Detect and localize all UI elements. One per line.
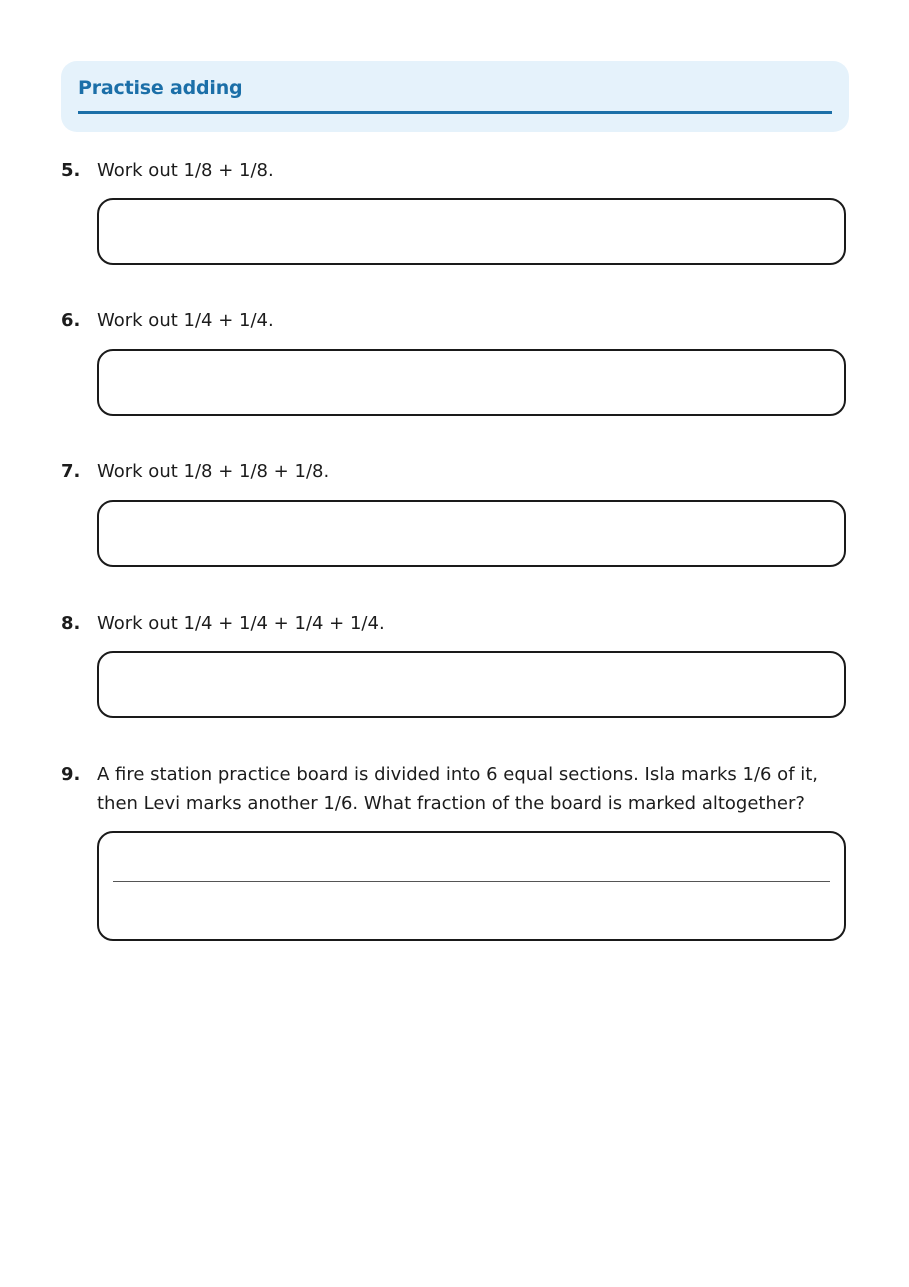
answer-box-5[interactable] bbox=[97, 198, 846, 265]
answer-box-8[interactable] bbox=[97, 651, 846, 718]
section-title: Practise adding bbox=[78, 77, 243, 99]
question-number: 9. bbox=[61, 764, 81, 785]
section-divider bbox=[78, 111, 832, 114]
answer-writing-line bbox=[113, 881, 830, 882]
question-text: A fire station practice board is divided into 6 equal sections. Isla marks 1/6 of it, then Levi marks another 1/6. What fraction of the board is marked altogether? bbox=[97, 764, 819, 814]
answer-box-6[interactable] bbox=[97, 349, 846, 416]
question-number: 5. bbox=[61, 160, 81, 181]
answer-box-9[interactable] bbox=[97, 831, 846, 941]
question-text: Work out 1/4 + 1/4 + 1/4 + 1/4. bbox=[97, 613, 385, 634]
section-header bbox=[61, 61, 849, 132]
question-text: Work out 1/8 + 1/8 + 1/8. bbox=[97, 461, 330, 482]
question-text: Work out 1/4 + 1/4. bbox=[97, 310, 274, 331]
question-text: Work out 1/8 + 1/8. bbox=[97, 160, 274, 181]
answer-box-7[interactable] bbox=[97, 500, 846, 567]
question-number: 7. bbox=[61, 461, 81, 482]
question-number: 8. bbox=[61, 613, 81, 634]
question-number: 6. bbox=[61, 310, 81, 331]
